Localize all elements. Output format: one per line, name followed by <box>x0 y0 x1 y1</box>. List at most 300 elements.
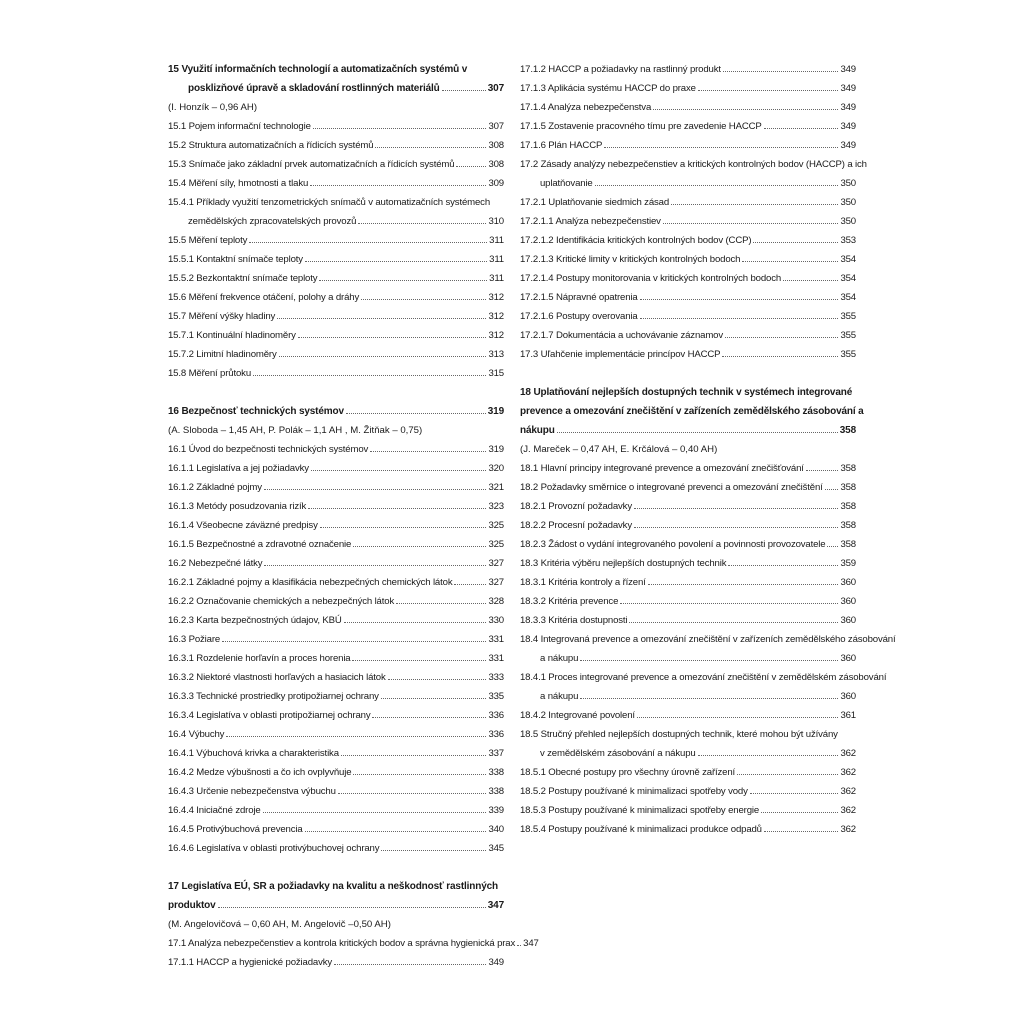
toc-leader-dots <box>737 774 838 775</box>
toc-entry <box>520 592 856 611</box>
toc-leader-dots <box>372 717 486 718</box>
toc-entry <box>168 497 504 516</box>
toc-line <box>168 763 504 782</box>
toc-entry-title: 15.7 Měření výšky hladiny <box>168 311 276 322</box>
toc-entry-title: 18.4.2 Integrované povolení <box>520 710 635 721</box>
toc-line <box>168 953 504 972</box>
toc-entry <box>168 231 504 250</box>
toc-entry <box>520 231 856 250</box>
toc-leader-dots <box>353 774 486 775</box>
toc-leader-dots <box>620 603 838 604</box>
toc-page-number: 311 <box>489 254 504 265</box>
toc-entry <box>168 763 504 782</box>
toc-leader-dots <box>263 812 487 813</box>
toc-entry-title: 16.3.2 Niektoré vlastnosti horľavých a hasiacich látok <box>168 672 386 683</box>
toc-leader-dots <box>396 603 486 604</box>
toc-entry <box>520 668 887 706</box>
toc-page-number: 335 <box>488 691 504 702</box>
toc-line <box>168 478 504 497</box>
toc-entry-title: 18.1 Hlavní principy integrované prevence a omezování znečišťování <box>520 463 804 474</box>
section-spacer <box>520 364 856 383</box>
toc-entry <box>520 136 856 155</box>
toc-entry <box>520 79 856 98</box>
toc-entry <box>168 820 504 839</box>
toc-line <box>520 763 856 782</box>
toc-leader-dots <box>517 945 521 946</box>
toc-line <box>520 687 856 706</box>
toc-entry-title: 18.3.1 Kritéria kontroly a řízení <box>520 577 646 588</box>
toc-line <box>520 516 856 535</box>
toc-page-number: 362 <box>840 748 856 759</box>
toc-entry <box>520 497 856 516</box>
toc-entry-title: 16.2.1 Základné pojmy a klasifikácia nebezpečných chemických látok <box>168 577 453 588</box>
toc-entry-title: 16.1.3 Metódy posudzovania rizík <box>168 501 307 512</box>
toc-leader-dots <box>320 527 487 528</box>
toc-entry-title: 17.2.1.6 Postupy overovania <box>520 311 638 322</box>
toc-entry <box>168 364 504 383</box>
section-heading <box>520 383 864 440</box>
toc-leader-dots <box>825 489 839 490</box>
toc-page-number: 355 <box>840 349 856 360</box>
toc-line <box>168 592 504 611</box>
toc-entry-title: 15.5.1 Kontaktní snímače teploty <box>168 254 303 265</box>
toc-entry <box>168 440 504 459</box>
toc-page-number: 340 <box>488 824 504 835</box>
toc-line <box>520 554 856 573</box>
toc-leader-dots <box>222 641 486 642</box>
toc-leader-dots <box>723 71 839 72</box>
toc-page-number: 358 <box>840 539 856 550</box>
toc-entry-title: 16.1 Úvod do bezpečnosti technických systémov <box>168 444 369 455</box>
toc-line <box>520 478 856 497</box>
toc-entry-title: 15.7.1 Kontinuální hladinoměry <box>168 330 296 341</box>
toc-leader-dots <box>728 565 838 566</box>
toc-entry <box>168 269 504 288</box>
toc-entry-title: 16.2.2 Označovanie chemických a nebezpečných látok <box>168 596 395 607</box>
toc-entry-title: 18.2 Požadavky směrnice o integrované prevenci a omezování znečištění <box>520 482 823 493</box>
toc-entry <box>520 611 856 630</box>
section-spacer <box>168 383 504 402</box>
toc-leader-dots <box>634 527 838 528</box>
toc-leader-dots <box>671 204 838 205</box>
toc-entry <box>520 250 856 269</box>
toc-entry-title: produktov <box>168 900 216 911</box>
toc-leader-dots <box>298 337 487 338</box>
toc-entry <box>168 953 504 972</box>
toc-line <box>168 402 504 421</box>
toc-line <box>168 573 504 592</box>
toc-entry <box>520 117 856 136</box>
toc-leader-dots <box>454 584 486 585</box>
toc-leader-dots <box>783 280 838 281</box>
toc-line <box>168 250 504 269</box>
toc-page-number: 309 <box>488 178 504 189</box>
toc-entry-title: 18.5.3 Postupy používané k minimalizaci spotřeby energie <box>520 805 760 816</box>
toc-line <box>168 79 504 98</box>
toc-entry-title: 17.2.1.5 Nápravné opatrenia <box>520 292 638 303</box>
toc-leader-dots <box>346 413 486 414</box>
toc-entry <box>168 649 504 668</box>
toc-entry-title: 16.4.2 Medze výbušnosti a čo ich ovplyvňuje <box>168 767 352 778</box>
toc-page-number: 360 <box>840 577 856 588</box>
toc-entry <box>520 60 856 79</box>
toc-line <box>168 459 504 478</box>
toc-entry-title: 17.2.1.4 Postupy monitorovania v kritických kontrolných bodoch <box>520 273 782 284</box>
toc-entry-title: 16.3.1 Rozdelenie horľavín a proces horenia <box>168 653 351 664</box>
toc-entry <box>168 706 504 725</box>
toc-entry <box>168 668 504 687</box>
toc-line <box>168 934 539 953</box>
toc-page-number: 308 <box>488 159 504 170</box>
toc-entry <box>520 782 856 801</box>
toc-page-number: 327 <box>488 577 504 588</box>
toc-entry-title: 18.5.2 Postupy používané k minimalizaci spotřeby vody <box>520 786 748 797</box>
toc-entry-title: 16.3.3 Technické prostriedky protipožiarnej ochrany <box>168 691 379 702</box>
toc-leader-dots <box>629 622 838 623</box>
toc-page-number: 339 <box>488 805 504 816</box>
toc-entry <box>520 212 856 231</box>
toc-line <box>520 231 856 250</box>
toc-entry <box>520 763 856 782</box>
toc-leader-dots <box>637 717 839 718</box>
toc-entry <box>168 174 504 193</box>
toc-leader-dots <box>442 90 486 91</box>
toc-page-number: 350 <box>840 178 856 189</box>
toc-entry <box>168 801 504 820</box>
toc-page-number: 308 <box>488 140 504 151</box>
toc-leader-dots <box>313 128 487 129</box>
toc-line <box>168 497 504 516</box>
toc-leader-dots <box>750 793 839 794</box>
toc-line <box>168 725 504 744</box>
toc-entry-title: 15.4.1 Příklady využití tenzometrických snímačů v automatizačních systémech <box>168 197 491 208</box>
toc-page-number: 353 <box>840 235 856 246</box>
toc-page-number: 313 <box>488 349 504 360</box>
toc-page-number: 349 <box>840 102 856 113</box>
toc-page-number: 362 <box>840 786 856 797</box>
toc-entry <box>168 117 504 136</box>
toc-line <box>168 896 504 915</box>
toc-page-number: 307 <box>487 83 504 94</box>
toc-page-number: 327 <box>488 558 504 569</box>
toc-page-number: 359 <box>840 558 856 569</box>
toc-entry-title: 18.3.3 Kritéria dostupnosti <box>520 615 628 626</box>
toc-line <box>168 364 504 383</box>
toc-page-number: 338 <box>488 786 504 797</box>
toc-entry-title: 17.2.1.1 Analýza nebezpečenstiev <box>520 216 661 227</box>
toc-line <box>520 117 856 136</box>
toc-page-number: 312 <box>488 311 504 322</box>
toc-line <box>520 611 856 630</box>
toc-entry <box>168 345 504 364</box>
toc-entry-title: 15.5 Měření teploty <box>168 235 248 246</box>
toc-entry <box>168 307 504 326</box>
toc-page-number: 312 <box>488 292 504 303</box>
toc-line <box>168 706 504 725</box>
toc-page-number: 349 <box>488 957 504 968</box>
toc-line <box>520 535 856 554</box>
toc-leader-dots <box>308 508 486 509</box>
toc-entry-title: posklizňové úpravě a skladování rostlinných materiálů <box>188 83 440 94</box>
toc-page-number: 349 <box>840 121 856 132</box>
toc-entry-title: a nákupu <box>540 691 579 702</box>
toc-line <box>168 630 504 649</box>
toc-line <box>168 516 504 535</box>
toc-line <box>520 288 856 307</box>
toc-entry-title: 17.2.1.7 Dokumentácia a uchovávanie záznamov <box>520 330 723 341</box>
toc-page-number: 319 <box>487 406 504 417</box>
toc-line <box>520 649 856 668</box>
toc-page-number: 336 <box>488 729 504 740</box>
toc-entry <box>168 193 504 231</box>
toc-page-number: 345 <box>488 843 504 854</box>
toc-entry <box>168 478 504 497</box>
toc-leader-dots <box>557 432 838 433</box>
toc-entry-title: 17.2.1.2 Identifikácia kritických kontrolných bodov (CCP) <box>520 235 752 246</box>
toc-page-number: 358 <box>840 501 856 512</box>
toc-entry-title: 16.1.1 Legislatíva a jej požiadavky <box>168 463 309 474</box>
toc-entry <box>168 934 539 953</box>
toc-leader-dots <box>388 679 487 680</box>
toc-leader-dots <box>249 242 487 243</box>
toc-entry <box>520 573 856 592</box>
toc-leader-dots <box>338 793 487 794</box>
toc-entry <box>168 630 504 649</box>
toc-leader-dots <box>344 622 487 623</box>
toc-page-number: 360 <box>840 653 856 664</box>
toc-page-number: 360 <box>840 615 856 626</box>
toc-page-number: 354 <box>840 292 856 303</box>
toc-entry-title: 17.1.6 Plán HACCP <box>520 140 603 151</box>
toc-page-number: 350 <box>840 216 856 227</box>
toc-entry <box>168 288 504 307</box>
toc-leader-dots <box>334 964 486 965</box>
toc-entry <box>168 573 504 592</box>
toc-entry-title: 16.1.4 Všeobecne záväzné predpisy <box>168 520 318 531</box>
toc-line <box>520 136 856 155</box>
toc-entry-title: 16 Bezpečnosť technických systémov <box>168 406 344 417</box>
toc-line <box>168 136 504 155</box>
toc-leader-dots <box>305 831 487 832</box>
toc-entry <box>520 820 856 839</box>
toc-line <box>520 193 856 212</box>
toc-line <box>168 307 504 326</box>
toc-entry <box>520 98 856 117</box>
toc-leader-dots <box>456 166 486 167</box>
toc-page-number: 358 <box>839 425 856 436</box>
toc-entry <box>520 155 867 193</box>
toc-page-number: 320 <box>488 463 504 474</box>
toc-line <box>520 820 856 839</box>
toc-entry-title: 18.2.3 Žádost o vydání integrovaného povolení a povinnosti provozovatele <box>520 539 826 550</box>
toc-leader-dots <box>358 223 486 224</box>
toc-entry <box>168 326 504 345</box>
toc-entry-title: nákupu <box>520 425 555 436</box>
toc-line <box>168 744 504 763</box>
toc-line <box>520 212 856 231</box>
toc-page-number: 354 <box>840 273 856 284</box>
toc-page-number: 361 <box>840 710 856 721</box>
toc-leader-dots <box>580 698 838 699</box>
toc-leader-dots <box>353 546 486 547</box>
toc-page-number: 349 <box>840 83 856 94</box>
toc-entry <box>168 839 504 858</box>
toc-entry-title: zemědělských zpracovatelských provozů <box>188 216 357 227</box>
toc-leader-dots <box>341 755 487 756</box>
toc-entry <box>520 193 856 212</box>
toc-entry-title: 18.2.1 Provozní požadavky <box>520 501 632 512</box>
toc-entry <box>520 326 856 345</box>
toc-leader-dots <box>698 90 839 91</box>
toc-leader-dots <box>370 451 486 452</box>
toc-entry-title: 17.1 Analýza nebezpečenstiev a kontrola kritických bodov a správna hygienická prax <box>168 938 516 949</box>
toc-page-number: 350 <box>840 197 856 208</box>
toc-page-number: 349 <box>840 64 856 75</box>
toc-leader-dots <box>375 147 486 148</box>
toc-line <box>168 554 504 573</box>
toc-line <box>520 174 856 193</box>
toc-leader-dots <box>311 470 487 471</box>
toc-line <box>168 212 504 231</box>
toc-page-number: 355 <box>840 311 856 322</box>
toc-entry <box>168 725 504 744</box>
toc-entry <box>520 345 856 364</box>
toc-line <box>168 649 504 668</box>
toc-leader-dots <box>653 109 838 110</box>
toc-page-number: 358 <box>840 520 856 531</box>
toc-page-number: 307 <box>488 121 504 132</box>
section-heading-title: 18 Uplatňování nejlepších dostupných technik v systémech integrované <box>520 387 853 398</box>
toc-page-number: 349 <box>840 140 856 151</box>
toc-entry <box>168 516 504 535</box>
toc-entry-title: 16.1.2 Základné pojmy <box>168 482 262 493</box>
toc-page-number: 323 <box>488 501 504 512</box>
toc-entry <box>520 535 856 554</box>
toc-entry <box>520 516 856 535</box>
toc-line <box>168 269 504 288</box>
toc-leader-dots <box>580 660 838 661</box>
toc-leader-dots <box>827 546 838 547</box>
toc-entry-title: 18.5 Stručný přehled nejlepších dostupných technik, které mohou být užívány <box>520 729 838 740</box>
toc-entry <box>520 307 856 326</box>
toc-leader-dots <box>381 850 486 851</box>
toc-line <box>168 231 504 250</box>
toc-page-number: 328 <box>488 596 504 607</box>
toc-entry-title: 17.1.1 HACCP a hygienické požiadavky <box>168 957 333 968</box>
toc-entry-title: 18.4.1 Proces integrované prevence a omezování znečištění v zemědělském zásobování <box>520 672 887 683</box>
toc-page-number: 362 <box>840 824 856 835</box>
toc-page-number: 360 <box>840 691 856 702</box>
toc-page-number: 362 <box>840 805 856 816</box>
toc-entry-title: 18.5.4 Postupy používané k minimalizaci produkce odpadů <box>520 824 762 835</box>
toc-entry <box>168 250 504 269</box>
toc-leader-dots <box>722 356 838 357</box>
toc-page-number: 310 <box>488 216 504 227</box>
toc-leader-dots <box>698 755 839 756</box>
toc-line <box>520 459 856 478</box>
toc-entry-title: 16.4.1 Výbuchová krivka a charakteristika <box>168 748 339 759</box>
toc-line <box>168 801 504 820</box>
toc-page-number: 362 <box>840 767 856 778</box>
toc-right-column <box>520 60 896 839</box>
toc-entry-title: 17.1.2 HACCP a požiadavky na rastlinný produkt <box>520 64 721 75</box>
toc-leader-dots <box>595 185 839 186</box>
section-heading-title: 15 Využití informačních technologií a automatizačních systémů v <box>168 64 468 75</box>
toc-line <box>168 687 504 706</box>
toc-entry <box>168 155 504 174</box>
toc-entry-title: uplatňovanie <box>540 178 593 189</box>
section-heading <box>168 60 504 98</box>
toc-line <box>168 839 504 858</box>
toc-entry-title: 15.7.2 Limitní hladinoměry <box>168 349 277 360</box>
toc-line <box>520 60 856 79</box>
toc-entry-title: 18.2.2 Procesní požadavky <box>520 520 632 531</box>
toc-line <box>520 782 856 801</box>
toc-entry-title: 16.4.3 Určenie nebezpečenstva výbuchu <box>168 786 336 797</box>
section-heading-title: prevence a omezování znečištění v zařízeních zemědělského zásobování a <box>520 406 864 417</box>
toc-page-number: 315 <box>488 368 504 379</box>
toc-entry <box>520 478 856 497</box>
toc-page-number: 347 <box>487 900 504 911</box>
toc-page-number: 358 <box>840 482 856 493</box>
toc-entry-title: 16.4 Výbuchy <box>168 729 225 740</box>
toc-line <box>168 345 504 364</box>
toc-entry-title: 16.3 Požiare <box>168 634 221 645</box>
toc-entry-title: 18.5.1 Obecné postupy pro všechny úrovně zařízení <box>520 767 736 778</box>
toc-page-number: 325 <box>488 539 504 550</box>
toc-page-number: 355 <box>840 330 856 341</box>
toc-entry-title: 18.3 Kritéria výběru nejlepších dostupných technik <box>520 558 727 569</box>
section-authors: (J. Mareček – 0,47 AH, E. Krčálová – 0,40 AH) <box>520 444 718 455</box>
toc-entry <box>520 288 856 307</box>
toc-leader-dots <box>764 831 839 832</box>
toc-line <box>168 155 504 174</box>
toc-leader-dots <box>640 318 839 319</box>
toc-entry <box>520 630 896 668</box>
toc-entry-title: 15.2 Struktura automatizačních a řídicích systémů <box>168 140 374 151</box>
toc-leader-dots <box>279 356 487 357</box>
toc-entry-title: 15.3 Snímače jako základní prvek automatizačních a řídicích systémů <box>168 159 455 170</box>
toc-line <box>168 326 504 345</box>
toc-entry-title: v zemědělském zásobování a nákupu <box>540 748 696 759</box>
section-authors: (A. Sloboda – 1,45 AH, P. Polák – 1,1 AH , M. Žitňak – 0,75) <box>168 425 423 436</box>
toc-entry-title: 15.6 Měření frekvence otáčení, polohy a dráhy <box>168 292 360 303</box>
toc-line <box>520 801 856 820</box>
toc-leader-dots <box>361 299 486 300</box>
section-heading <box>168 877 504 915</box>
toc-leader-dots <box>264 565 486 566</box>
toc-page-number: 311 <box>489 273 504 284</box>
toc-entry-title: 15.1 Pojem informační technologie <box>168 121 311 132</box>
toc-leader-dots <box>277 318 486 319</box>
toc-line <box>520 326 856 345</box>
toc-line <box>168 117 504 136</box>
toc-entry <box>168 554 504 573</box>
toc-entry-title: 16.2.3 Karta bezpečnostných údajov, KBÚ <box>168 615 342 626</box>
toc-page-number: 358 <box>840 463 856 474</box>
toc-entry-title: 16.4.4 Iniciačné zdroje <box>168 805 261 816</box>
toc-leader-dots <box>253 375 486 376</box>
toc-line <box>168 440 504 459</box>
toc-line <box>168 288 504 307</box>
toc-line <box>520 592 856 611</box>
toc-page-number: 338 <box>488 767 504 778</box>
toc-page-number: 331 <box>488 634 504 645</box>
toc-entry <box>168 744 504 763</box>
toc-leader-dots <box>764 128 839 129</box>
toc-entry <box>168 782 504 801</box>
toc-line <box>520 421 856 440</box>
